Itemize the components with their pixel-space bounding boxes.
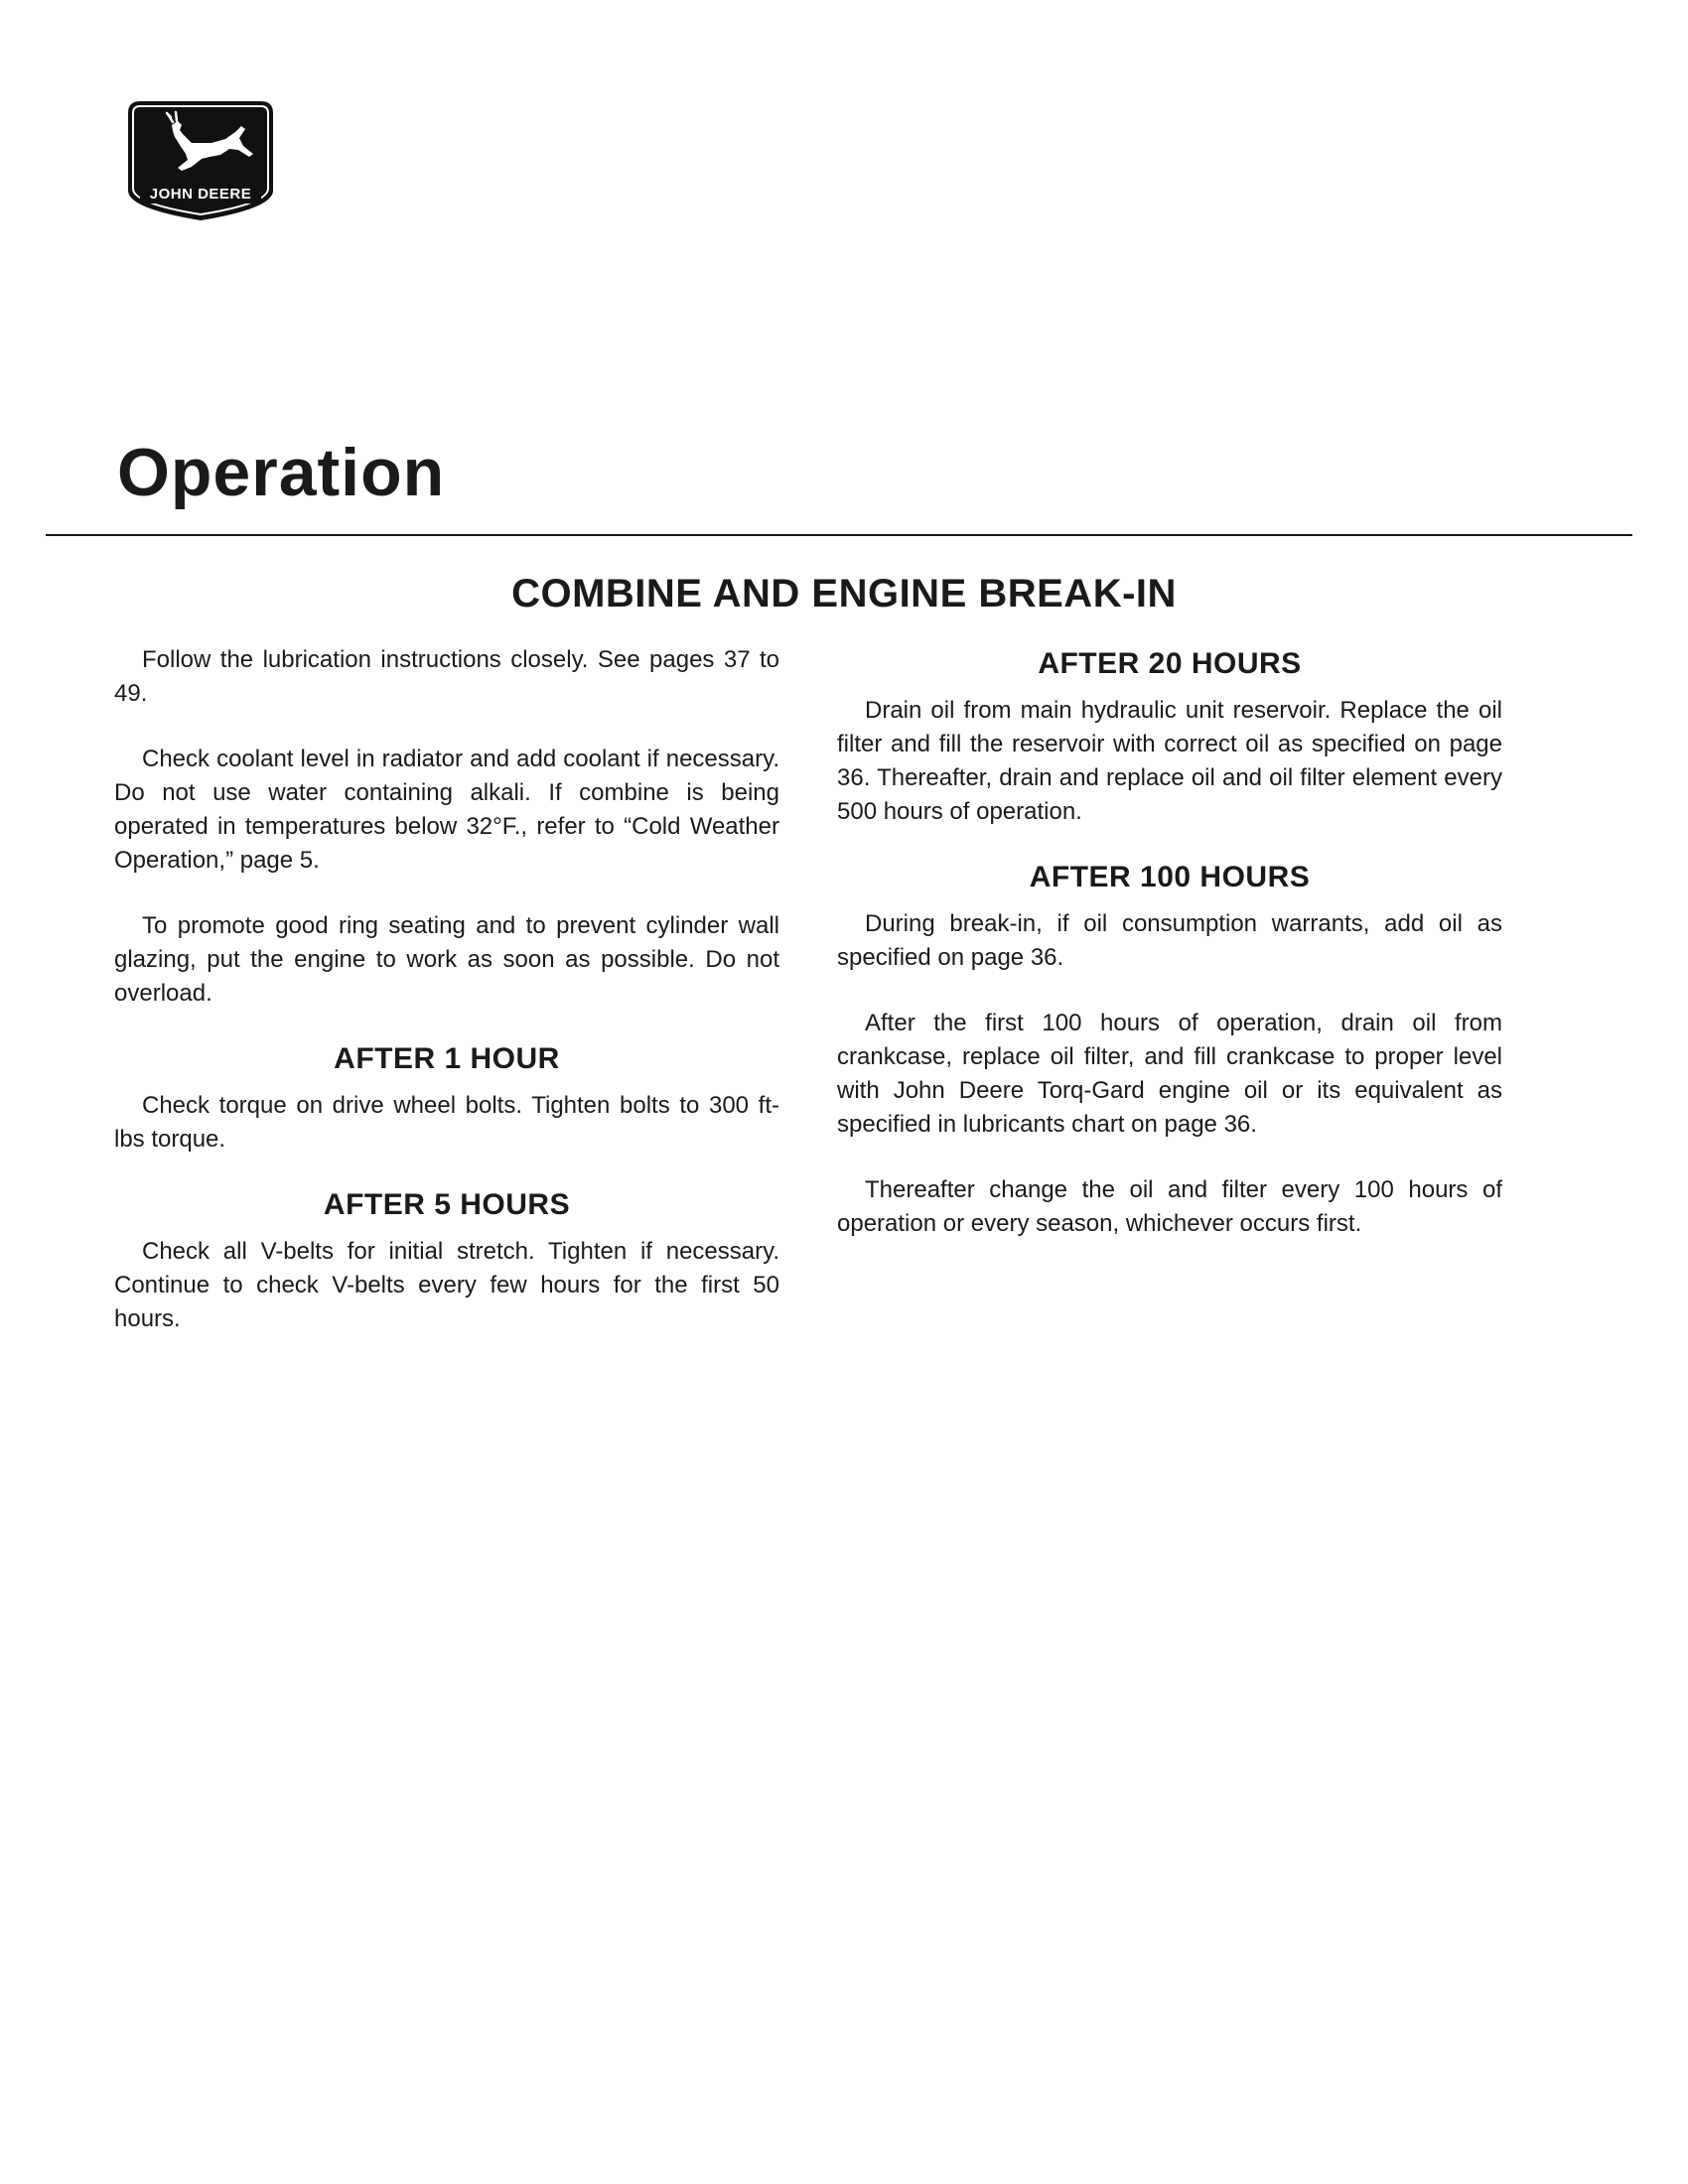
paragraph-first-oil-change: After the first 100 hours of operation, drain oil from crankcase, replace oil filter, and fill crankcase to proper level with John Deere Torq-Gard engine oil or its equivalent as specified in lubricants chart on page 36. (837, 1010, 1502, 1138)
heading-after-20-hours: AFTER 20 HOURS (1038, 647, 1302, 680)
section-divider (46, 534, 1632, 536)
page-title: COMBINE AND ENGINE BREAK-IN (511, 572, 1177, 615)
paragraph-oil-change-interval: Thereafter change the oil and filter every 100 hours of operation or every season, whichever occurs first. (837, 1176, 1502, 1237)
paragraph-lubrication: Follow the lubrication instructions closely. See pages 37 to 49. (114, 646, 779, 707)
section-title: Operation (117, 435, 446, 510)
paragraph-after-5-hours: Check all V-belts for initial stretch. Tighten if necessary. Continue to check V-belts every few hours for the first 50 hours. (114, 1238, 779, 1332)
right-column (837, 643, 1502, 1273)
logo-wordmark (126, 99, 275, 222)
paragraph-coolant: Check coolant level in radiator and add coolant if necessary. Do not use water containing alkali. If combine is being operated in temperatures below 32°F., refer to “Cold Weather Operation,” page 5. (114, 746, 779, 874)
john-deere-logo (126, 99, 275, 222)
paragraph-ring-seating: To promote good ring seating and to prevent cylinder wall glazing, put the engine to work as soon as possible. Do not overload. (114, 912, 779, 1007)
left-column (114, 643, 779, 1368)
paragraph-oil-consumption: During break-in, if oil consumption warrants, add oil as specified on page 36. (837, 910, 1502, 971)
heading-after-5-hours: AFTER 5 HOURS (323, 1188, 571, 1221)
heading-after-100-hours: AFTER 100 HOURS (1029, 861, 1311, 893)
heading-after-1-hour: AFTER 1 HOUR (334, 1042, 560, 1075)
paragraph-after-20-hours: Drain oil from main hydraulic unit reservoir. Replace the oil filter and fill the reservoir with correct oil as specified on page 36. Thereafter, drain and replace oil and oil filter element every 500 hours of operation. (837, 697, 1502, 825)
paragraph-after-1-hour: Check torque on drive wheel bolts. Tighten bolts to 300 ft-lbs torque. (114, 1092, 779, 1153)
svg-text:JOHN DEERE: JOHN DEERE (149, 186, 252, 203)
